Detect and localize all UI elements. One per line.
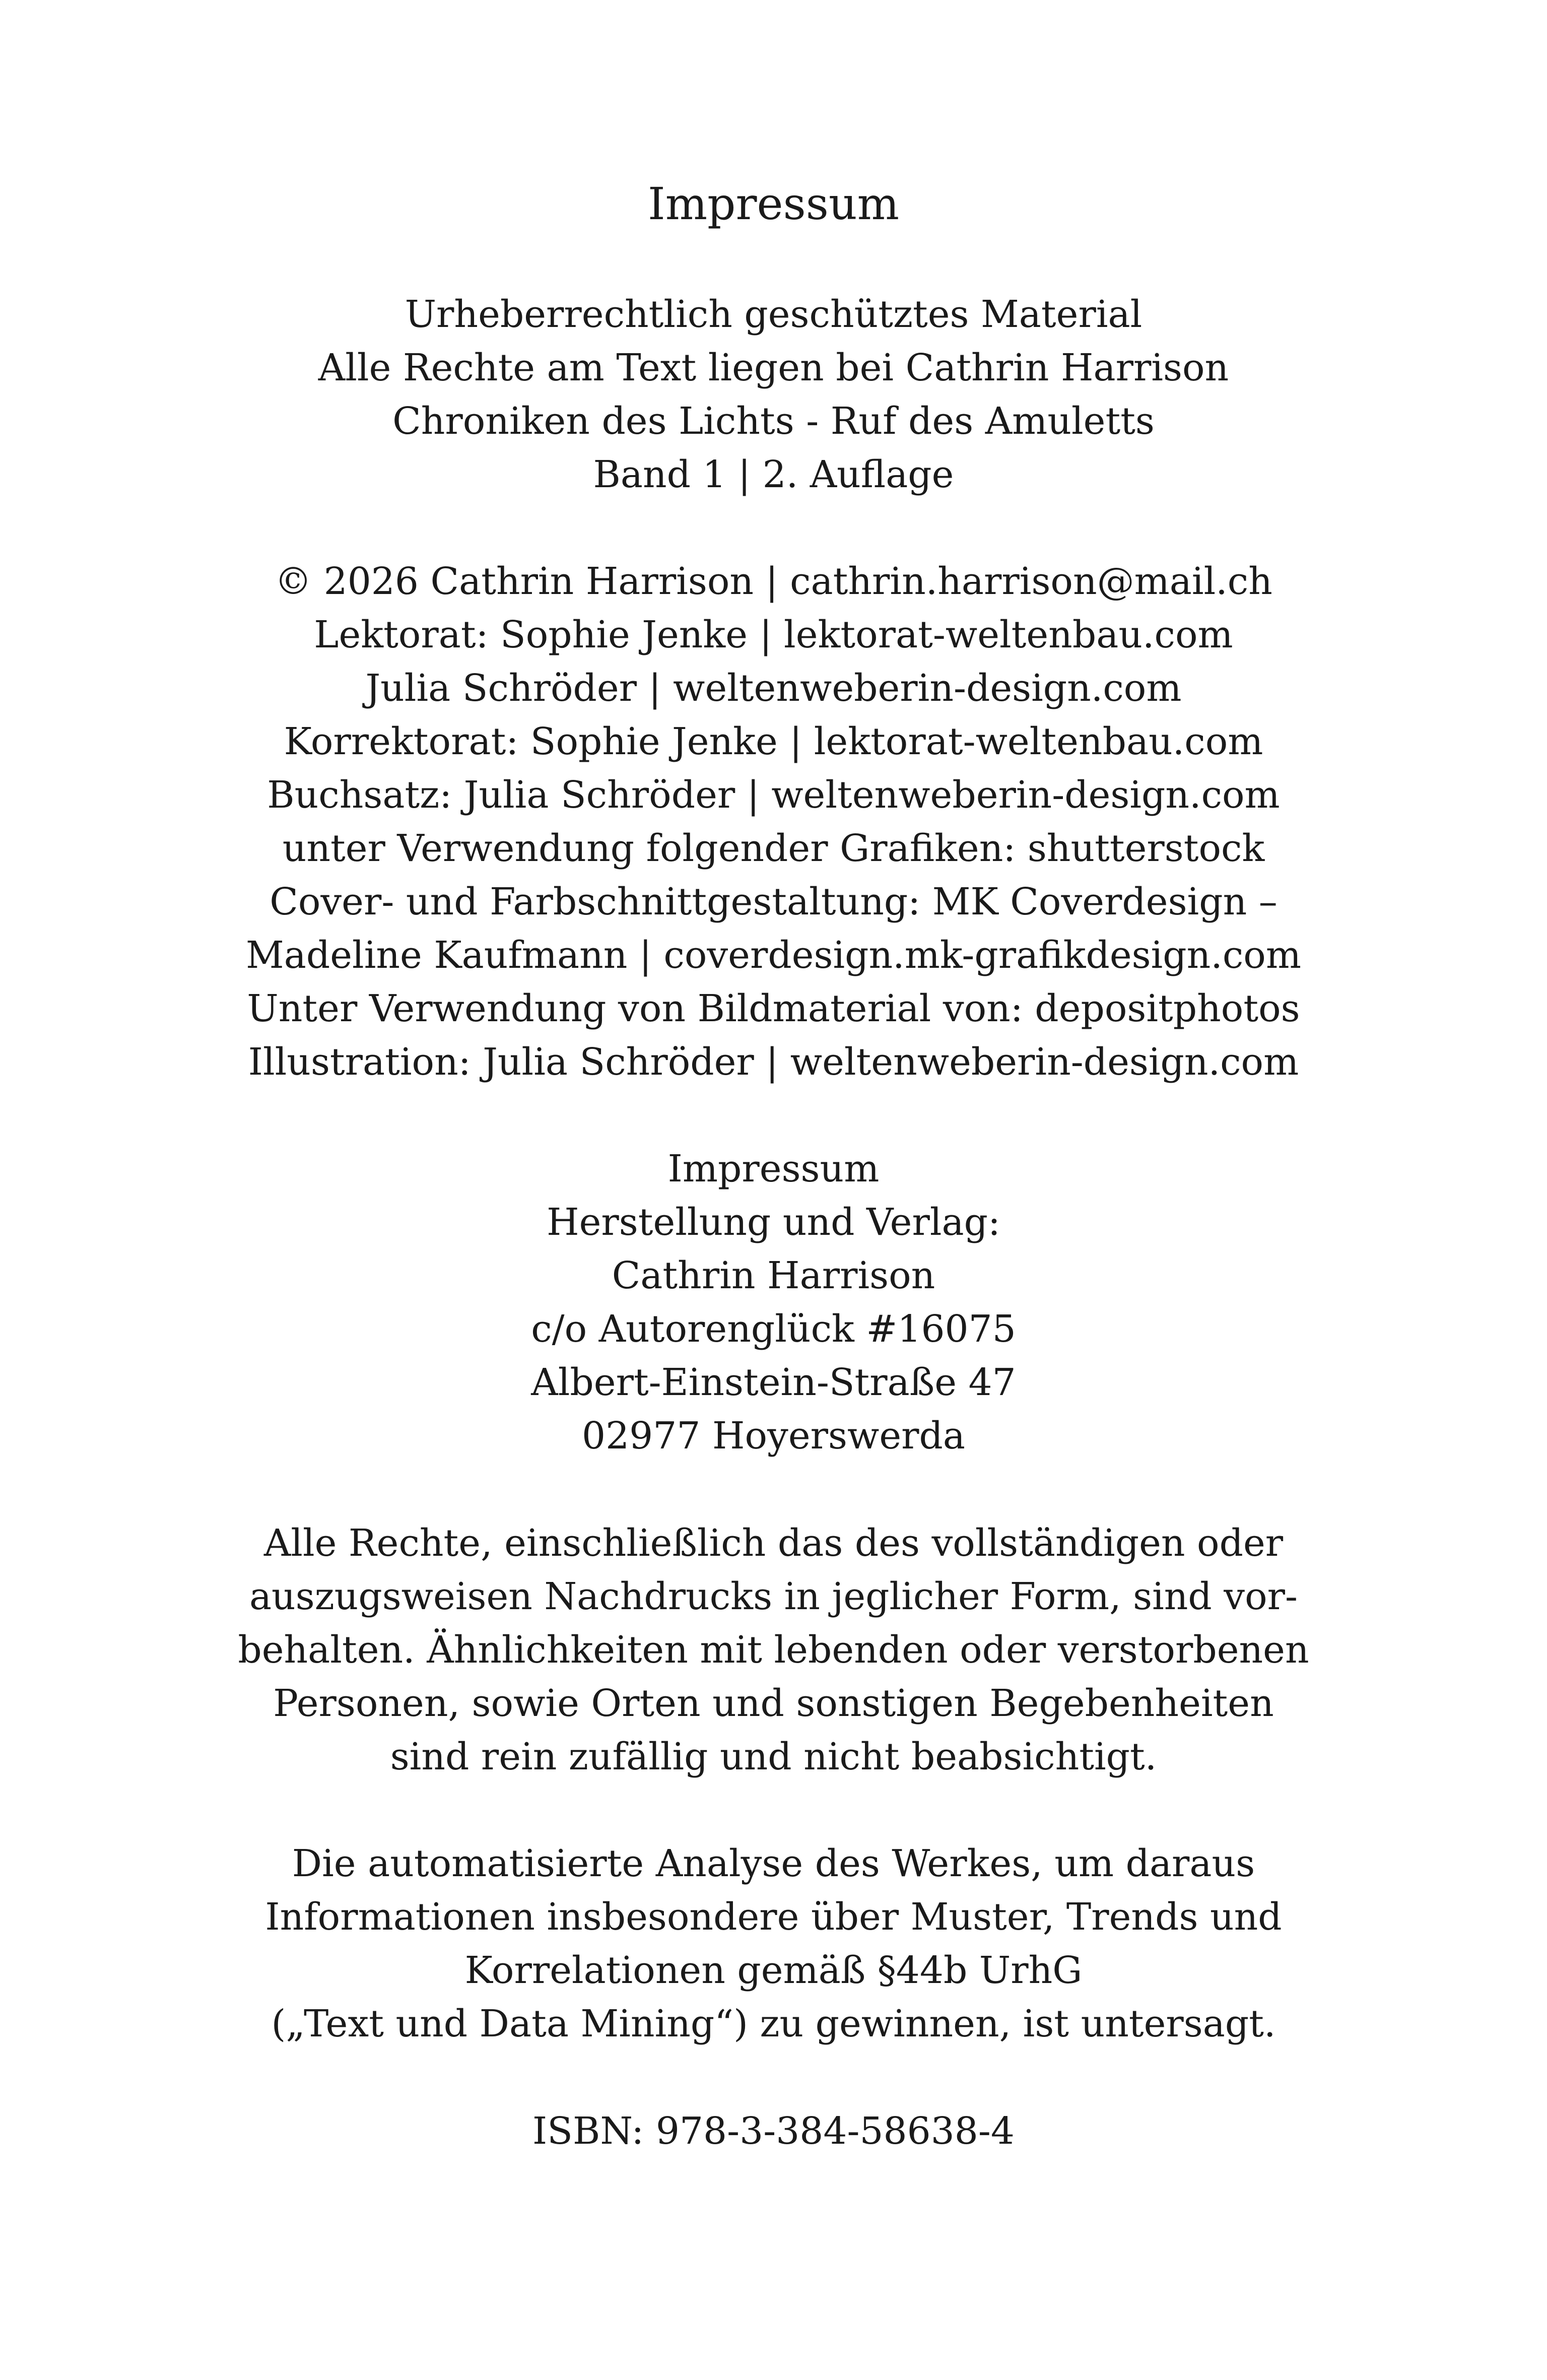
text-line: Cover- und Farbschnittgestaltung: MK Coverdesign – — [270, 880, 1277, 923]
text-line: Urheberrechtlich geschütztes Material — [405, 293, 1142, 336]
text-data-mining-block — [0, 1837, 1547, 2051]
isbn-line: ISBN: 978-3-384-58638-4 — [532, 2109, 1015, 2153]
text-line: Impressum — [667, 1147, 880, 1191]
text-line: Unter Verwendung von Bildmaterial von: depositphotos — [247, 987, 1300, 1030]
isbn-block — [0, 2104, 1547, 2158]
text-line: Albert-Einstein-Straße 47 — [531, 1361, 1016, 1404]
text-line: Personen, sowie Orten und sonstigen Begebenheiten — [273, 1682, 1274, 1725]
text-line: Alle Rechte am Text liegen bei Cathrin Harrison — [318, 346, 1229, 389]
text-line: unter Verwendung folgender Grafiken: shutterstock — [282, 827, 1265, 870]
text-line: Madeline Kaufmann | coverdesign.mk-grafikdesign.com — [245, 934, 1302, 977]
text-line: 02977 Hoyerswerda — [582, 1414, 965, 1458]
text-line: auszugsweisen Nachdrucks in jeglicher Form, sind vor- — [249, 1575, 1298, 1618]
disclaimer-block — [0, 1516, 1547, 1783]
text-line: Herstellung und Verlag: — [547, 1201, 1000, 1244]
text-line: Korrelationen gemäß §44b UrhG — [464, 1949, 1083, 1992]
page-title: Impressum — [647, 178, 900, 230]
text-line: c/o Autorenglück #16075 — [531, 1307, 1016, 1351]
text-line: Buchsatz: Julia Schröder | weltenweberin-design.com — [267, 773, 1280, 817]
text-line: Alle Rechte, einschließlich das des vollständigen oder — [263, 1522, 1284, 1565]
text-line: sind rein zufällig und nicht beabsichtigt. — [390, 1735, 1157, 1778]
text-line: Die automatisierte Analyse des Werkes, um daraus — [292, 1842, 1255, 1885]
text-line: Cathrin Harrison — [612, 1254, 935, 1297]
text-line: Informationen insbesondere über Muster, Trends und — [265, 1895, 1282, 1939]
publisher-block — [0, 1142, 1547, 1463]
copyright-line: © 2026 Cathrin Harrison | cathrin.harrison@mail.ch — [275, 560, 1272, 603]
text-line: Band 1 | 2. Auflage — [593, 453, 954, 496]
credits-block — [0, 555, 1547, 1089]
text-line: („Text und Data Mining“) zu gewinnen, ist untersagt. — [271, 2002, 1276, 2045]
text-line: Chroniken des Lichts - Ruf des Amuletts — [392, 400, 1155, 443]
rights-block — [0, 288, 1547, 501]
text-line: Korrektorat: Sophie Jenke | lektorat-weltenbau.com — [284, 720, 1263, 763]
text-line: behalten. Ähnlichkeiten mit lebenden oder verstorbenen — [238, 1628, 1309, 1672]
text-line: Julia Schröder | weltenweberin-design.com — [365, 667, 1182, 710]
text-line: Illustration: Julia Schröder | weltenweberin-design.com — [248, 1040, 1299, 1084]
text-line: Lektorat: Sophie Jenke | lektorat-weltenbau.com — [314, 613, 1233, 656]
